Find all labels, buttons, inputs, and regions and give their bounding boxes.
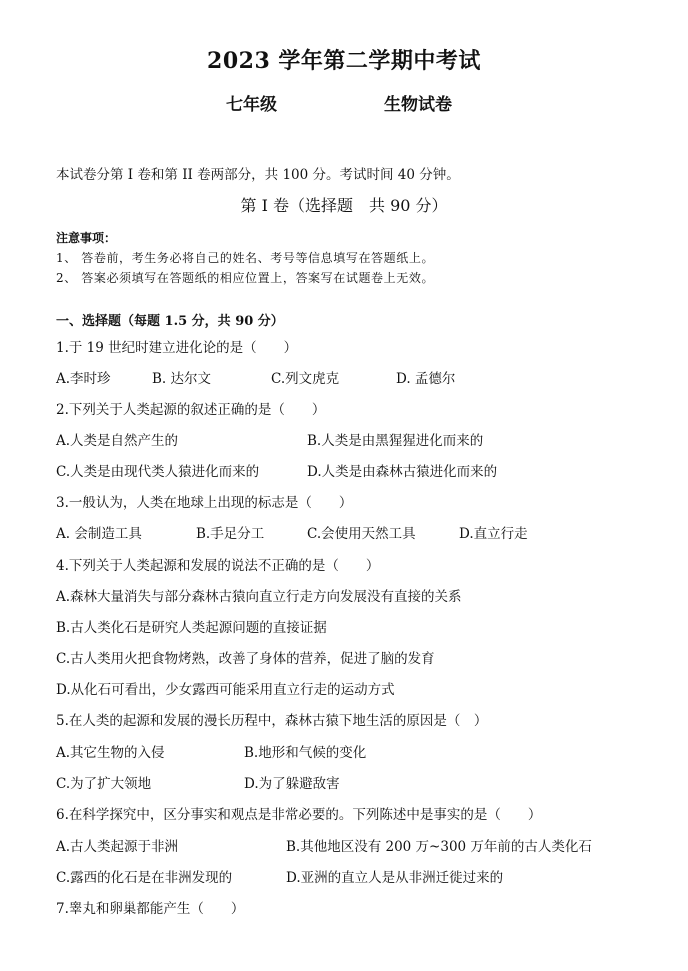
question-option: C.为了扩大领地 [56,776,152,792]
volume-title: 第 I 卷（选择题 共 90 分） [240,196,448,215]
question-option: A.森林大量消失与部分森林古猿向直立行走方向发展没有直接的关系 [56,589,462,605]
question-option: C.人类是由现代类人猿进化而来的 [56,464,260,480]
question-option: B.其他地区没有 200 万~300 万年前的古人类化石 [286,839,592,855]
question-stem: 7.睾丸和卵巢都能产生（ ） [56,901,245,917]
question-option: B.地形和气候的变化 [244,745,367,761]
question-option: D.亚洲的直立人是从非洲迁徙过来的 [286,870,504,886]
question-stem: 3.一般认为，人类在地球上出现的标志是（ ） [56,495,353,511]
question-option: A.人类是自然产生的 [56,433,179,449]
note-item: 2、 答案必须填写在答题纸的相应位置上，答案写在试题卷上无效。 [56,271,435,285]
question-option: B. 达尔文 [152,371,212,387]
question-option: D.人类是由森林古猿进化而来的 [307,464,498,480]
question-option: A.古人类起源于非洲 [56,839,179,855]
question-stem: 5.在人类的起源和发展的漫长历程中，森林古猿下地生活的原因是（ ） [56,713,488,729]
question-option: B.人类是由黑猩猩进化而来的 [307,433,484,449]
question-stem: 6.在科学探究中，区分事实和观点是非常必要的。下列陈述中是事实的是（ ） [56,807,542,823]
question-option: A.其它生物的入侵 [56,745,165,761]
note-item: 1、 答卷前，考生务必将自己的姓名、考号等信息填写在答题纸上。 [56,251,435,265]
question-option: C.露西的化石是在非洲发现的 [56,870,233,886]
subject-label: 生物试卷 [384,95,452,115]
question-stem: 2.下列关于人类起源的叙述正确的是（ ） [56,402,326,418]
question-option: A.李时珍 [56,371,111,387]
notes-title: 注意事项： [56,231,117,245]
question-option: D. 孟德尔 [396,371,456,387]
question-option: D.从化石可看出，少女露西可能采用直立行走的运动方式 [56,682,395,698]
exam-intro: 本试卷分第 I 卷和第 II 卷两部分，共 100 分。考试时间 40 分钟。 [56,167,460,183]
grade-label: 七年级 [226,95,277,115]
question-option: C.会使用天然工具 [307,526,416,542]
question-stem: 4.下列关于人类起源和发展的说法不正确的是（ ） [56,558,380,574]
question-option: B.古人类化石是研究人类起源问题的直接证据 [56,620,327,636]
question-option: C.列文虎克 [271,371,340,387]
question-option: D.直立行走 [459,526,528,542]
section-title: 一、选择题（每题 1.5 分，共 90 分） [56,314,284,329]
question-stem: 1.于 19 世纪时建立进化论的是（ ） [56,340,298,356]
question-option: A. 会制造工具 [56,526,142,542]
exam-title: 2023 学年第二学期中考试 [207,48,481,74]
question-option: B.手足分工 [196,526,265,542]
question-option: C.古人类用火把食物烤熟，改善了身体的营养，促进了脑的发育 [56,651,435,667]
question-option: D.为了躲避敌害 [244,776,340,792]
